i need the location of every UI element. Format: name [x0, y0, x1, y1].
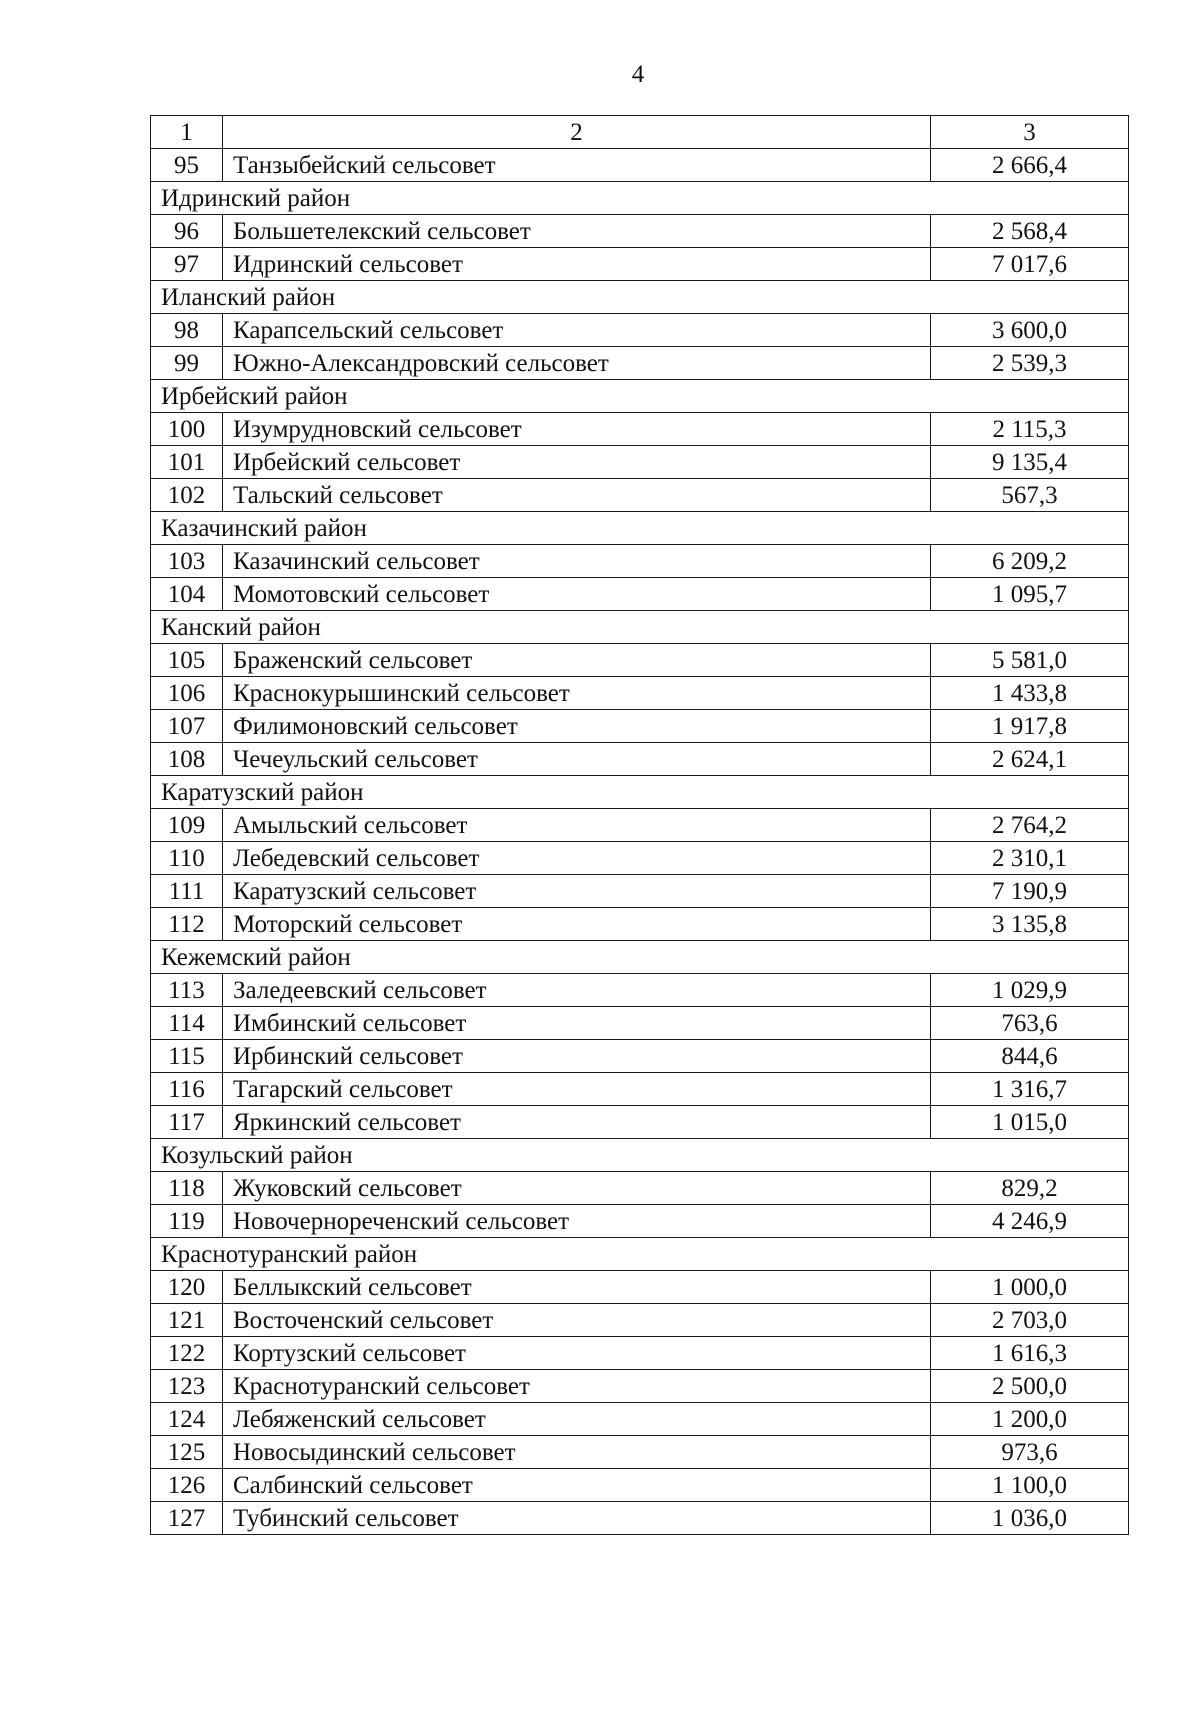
- amount-value: 2 624,1: [931, 743, 1129, 776]
- settlement-name: Каратузский сельсовет: [223, 875, 931, 908]
- table-row: [151, 743, 1129, 776]
- row-number: 96: [151, 215, 223, 248]
- district-row: [151, 182, 1129, 215]
- row-number: 99: [151, 347, 223, 380]
- amount-value: 7 190,9: [931, 875, 1129, 908]
- settlement-name: Краснотуранский сельсовет: [223, 1370, 931, 1403]
- settlement-name: Яркинский сельсовет: [223, 1106, 931, 1139]
- row-number: 118: [151, 1172, 223, 1205]
- amount-value: 1 616,3: [931, 1337, 1129, 1370]
- data-table: [150, 115, 1129, 1535]
- settlement-name: Ирбинский сельсовет: [223, 1040, 931, 1073]
- row-number: 112: [151, 908, 223, 941]
- settlement-name: Момотовский сельсовет: [223, 578, 931, 611]
- table-row: [151, 644, 1129, 677]
- row-number: 101: [151, 446, 223, 479]
- settlement-name: Беллыкский сельсовет: [223, 1271, 931, 1304]
- row-number: 106: [151, 677, 223, 710]
- settlement-name: Салбинский сельсовет: [223, 1469, 931, 1502]
- amount-value: 1 200,0: [931, 1403, 1129, 1436]
- table-row: [151, 347, 1129, 380]
- row-number: 117: [151, 1106, 223, 1139]
- table-row: [151, 545, 1129, 578]
- table-row: [151, 677, 1129, 710]
- table-row: [151, 1304, 1129, 1337]
- settlement-name: Казачинский сельсовет: [223, 545, 931, 578]
- settlement-name: Тальский сельсовет: [223, 479, 931, 512]
- amount-value: 2 666,4: [931, 149, 1129, 182]
- row-number: 105: [151, 644, 223, 677]
- district-name: Козульский район: [151, 1139, 1129, 1172]
- settlement-name: Чечеульский сельсовет: [223, 743, 931, 776]
- table-row: [151, 1007, 1129, 1040]
- amount-value: 4 246,9: [931, 1205, 1129, 1238]
- district-row: [151, 281, 1129, 314]
- row-number: 115: [151, 1040, 223, 1073]
- table-row: [151, 446, 1129, 479]
- settlement-name: Краснокурышинский сельсовет: [223, 677, 931, 710]
- district-row: [151, 380, 1129, 413]
- amount-value: 1 000,0: [931, 1271, 1129, 1304]
- settlement-name: Имбинский сельсовет: [223, 1007, 931, 1040]
- district-row: [151, 941, 1129, 974]
- district-name: Краснотуранский район: [151, 1238, 1129, 1271]
- settlement-name: Южно-Александровский сельсовет: [223, 347, 931, 380]
- table-row: [151, 248, 1129, 281]
- row-number: 116: [151, 1073, 223, 1106]
- amount-value: 2 703,0: [931, 1304, 1129, 1337]
- district-name: Идринский район: [151, 182, 1129, 215]
- table-row: [151, 314, 1129, 347]
- settlement-name: Карапсельский сельсовет: [223, 314, 931, 347]
- settlement-name: Заледеевский сельсовет: [223, 974, 931, 1007]
- page-number: 4: [631, 61, 645, 88]
- table-row: [151, 710, 1129, 743]
- amount-value: 2 310,1: [931, 842, 1129, 875]
- settlement-name: Лебяженский сельсовет: [223, 1403, 931, 1436]
- amount-value: 2 568,4: [931, 215, 1129, 248]
- district-row: [151, 512, 1129, 545]
- district-name: Каратузский район: [151, 776, 1129, 809]
- row-number: 122: [151, 1337, 223, 1370]
- amount-value: 5 581,0: [931, 644, 1129, 677]
- district-name: Иланский район: [151, 281, 1129, 314]
- settlement-name: Филимоновский сельсовет: [223, 710, 931, 743]
- table-header-row: [151, 116, 1129, 149]
- table-row: [151, 1040, 1129, 1073]
- settlement-name: Жуковский сельсовет: [223, 1172, 931, 1205]
- row-number: 95: [151, 149, 223, 182]
- settlement-name: Кортузский сельсовет: [223, 1337, 931, 1370]
- row-number: 113: [151, 974, 223, 1007]
- table-row: [151, 908, 1129, 941]
- table-row: [151, 149, 1129, 182]
- settlement-name: Идринский сельсовет: [223, 248, 931, 281]
- row-number: 124: [151, 1403, 223, 1436]
- row-number: 114: [151, 1007, 223, 1040]
- row-number: 123: [151, 1370, 223, 1403]
- table-row: [151, 875, 1129, 908]
- header-col-2: 2: [223, 116, 931, 149]
- amount-value: 2 764,2: [931, 809, 1129, 842]
- settlement-name: Восточенский сельсовет: [223, 1304, 931, 1337]
- row-number: 119: [151, 1205, 223, 1238]
- amount-value: 7 017,6: [931, 248, 1129, 281]
- row-number: 121: [151, 1304, 223, 1337]
- table-row: [151, 1271, 1129, 1304]
- amount-value: 844,6: [931, 1040, 1129, 1073]
- row-number: 109: [151, 809, 223, 842]
- settlement-name: Изумрудновский сельсовет: [223, 413, 931, 446]
- amount-value: 1 015,0: [931, 1106, 1129, 1139]
- amount-value: 3 600,0: [931, 314, 1129, 347]
- amount-value: 2 500,0: [931, 1370, 1129, 1403]
- row-number: 126: [151, 1469, 223, 1502]
- amount-value: 2 115,3: [931, 413, 1129, 446]
- amount-value: 1 100,0: [931, 1469, 1129, 1502]
- table-row: [151, 1436, 1129, 1469]
- table-row: [151, 809, 1129, 842]
- settlement-name: Амыльский сельсовет: [223, 809, 931, 842]
- settlement-name: Большетелекский сельсовет: [223, 215, 931, 248]
- district-row: [151, 776, 1129, 809]
- amount-value: 6 209,2: [931, 545, 1129, 578]
- row-number: 102: [151, 479, 223, 512]
- table-row: [151, 413, 1129, 446]
- amount-value: 1 036,0: [931, 1502, 1129, 1535]
- row-number: 104: [151, 578, 223, 611]
- table-row: [151, 842, 1129, 875]
- amount-value: 1 316,7: [931, 1073, 1129, 1106]
- table-row: [151, 1172, 1129, 1205]
- row-number: 127: [151, 1502, 223, 1535]
- settlement-name: Браженский сельсовет: [223, 644, 931, 677]
- settlement-name: Танзыбейский сельсовет: [223, 149, 931, 182]
- district-name: Кежемский район: [151, 941, 1129, 974]
- amount-value: 2 539,3: [931, 347, 1129, 380]
- amount-value: 567,3: [931, 479, 1129, 512]
- amount-value: 973,6: [931, 1436, 1129, 1469]
- row-number: 103: [151, 545, 223, 578]
- table-row: [151, 1073, 1129, 1106]
- row-number: 98: [151, 314, 223, 347]
- table-row: [151, 1106, 1129, 1139]
- row-number: 110: [151, 842, 223, 875]
- row-number: 120: [151, 1271, 223, 1304]
- settlement-name: Тубинский сельсовет: [223, 1502, 931, 1535]
- settlement-name: Новочернореченский сельсовет: [223, 1205, 931, 1238]
- row-number: 111: [151, 875, 223, 908]
- table-row: [151, 1502, 1129, 1535]
- row-number: 108: [151, 743, 223, 776]
- row-number: 107: [151, 710, 223, 743]
- amount-value: 9 135,4: [931, 446, 1129, 479]
- table-row: [151, 578, 1129, 611]
- amount-value: 1 029,9: [931, 974, 1129, 1007]
- header-col-3: 3: [931, 116, 1129, 149]
- settlement-name: Ирбейский сельсовет: [223, 446, 931, 479]
- settlement-name: Новосыдинский сельсовет: [223, 1436, 931, 1469]
- amount-value: 1 095,7: [931, 578, 1129, 611]
- table-row: [151, 215, 1129, 248]
- row-number: 125: [151, 1436, 223, 1469]
- amount-value: 829,2: [931, 1172, 1129, 1205]
- table-row: [151, 479, 1129, 512]
- settlement-name: Тагарский сельсовет: [223, 1073, 931, 1106]
- table-row: [151, 1205, 1129, 1238]
- table-body: [151, 116, 1129, 1535]
- table-row: [151, 1403, 1129, 1436]
- district-row: [151, 1238, 1129, 1271]
- amount-value: 3 135,8: [931, 908, 1129, 941]
- district-row: [151, 611, 1129, 644]
- district-row: [151, 1139, 1129, 1172]
- settlement-name: Лебедевский сельсовет: [223, 842, 931, 875]
- table-row: [151, 974, 1129, 1007]
- settlement-name: Моторский сельсовет: [223, 908, 931, 941]
- district-name: Канский район: [151, 611, 1129, 644]
- table-row: [151, 1469, 1129, 1502]
- amount-value: 1 433,8: [931, 677, 1129, 710]
- row-number: 97: [151, 248, 223, 281]
- table-row: [151, 1370, 1129, 1403]
- amount-value: 1 917,8: [931, 710, 1129, 743]
- amount-value: 763,6: [931, 1007, 1129, 1040]
- table-row: [151, 1337, 1129, 1370]
- header-col-1: 1: [151, 116, 223, 149]
- district-name: Казачинский район: [151, 512, 1129, 545]
- row-number: 100: [151, 413, 223, 446]
- district-name: Ирбейский район: [151, 380, 1129, 413]
